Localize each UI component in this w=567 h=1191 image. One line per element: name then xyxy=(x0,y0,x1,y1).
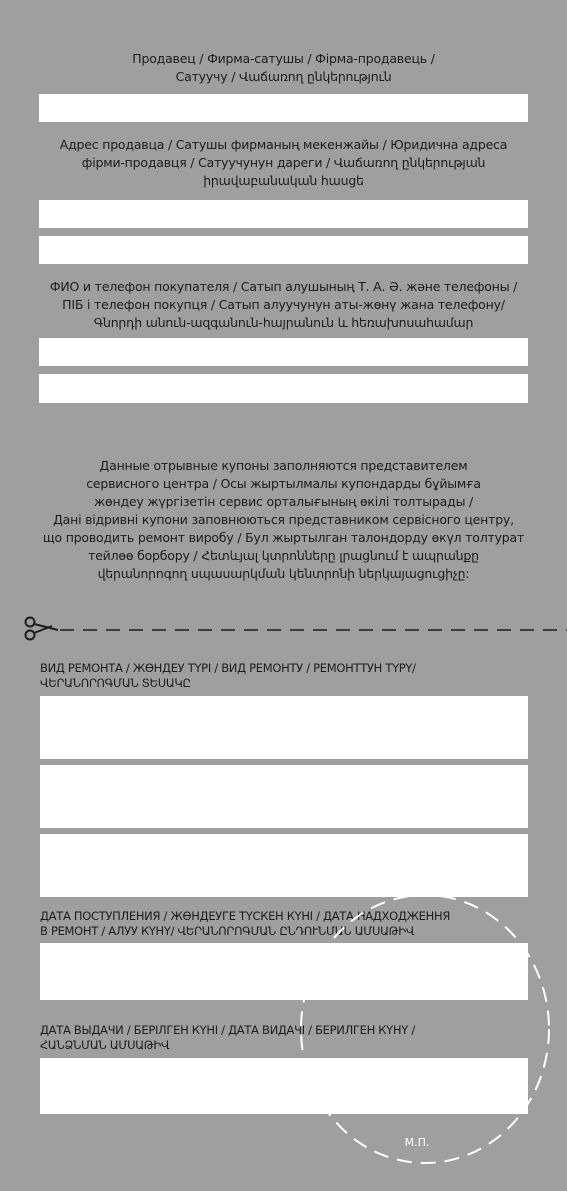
date-received-label-line: В РЕМОНТ / АЛУУ КҮНҮ/ ՎԵՐԱՆՈՐՈԳՄԱՆ ԸՆԴՈՒՆՄԱՆ ԱՄՍԱԹԻՎ xyxy=(40,924,415,938)
buyer-label-line: Գնորդի անուն-ազգանուն-հայրանուն և հեռախոսահամար xyxy=(93,315,474,330)
stamp-label: М.П. xyxy=(404,1136,430,1149)
service-center-notice xyxy=(20,457,547,583)
notice-line: що проводить ремонт виробу / Бул жыртылган талондорду өкүл толтурат xyxy=(42,530,525,545)
seller-address-label-line: фірми-продавця / Сатуучунун дареги / Վաճառող ընկերության xyxy=(81,155,486,170)
buyer-field-1[interactable] xyxy=(39,338,528,366)
notice-line: Данные отрывные купоны заполняются представителем xyxy=(99,458,468,473)
notice-line: жөндеу жүргізетін сервис орталығының өкілі толтырады / xyxy=(93,494,474,509)
notice-line: Дані відривні купони заповнюються представником сервісного центру, xyxy=(53,512,514,527)
seller-label-line: Сатуучу / Վաճառող ընկերություն xyxy=(175,69,392,84)
repair-type-label-line: ՎԵՐԱՆՈՐՈԳՄԱՆ ՏԵՍԱԿԸ xyxy=(40,676,191,690)
notice-line: тейлөө борбору / Հետևյալ կտրոնները լրացնում է ապրանքը xyxy=(88,548,479,563)
seller-address-label-line: Адрес продавца / Сатушы фирманың мекенжайы / Юридична адреса xyxy=(59,137,508,152)
stamp-area xyxy=(291,886,559,1172)
buyer-label-line: ПІБ і телефон покупця / Сатып алуучунун аты-жөнү жана телефону/ xyxy=(62,297,505,312)
seller-label-line: Продавец / Фирма-сатушы / Фірма-продавець / xyxy=(132,51,435,66)
scissors-icon xyxy=(26,618,59,640)
seller-address-label-line: իրավաբանական հասցե xyxy=(203,173,364,188)
date-received-label-line: ДАТА ПОСТУПЛЕНИЯ / ЖӨНДЕУГЕ ТҮСКЕН КҮНІ / ДАТА НАДХОДЖЕННЯ xyxy=(40,909,451,923)
seller-address-field-2[interactable] xyxy=(39,236,528,264)
repair-type-label xyxy=(40,661,540,691)
buyer-field-2[interactable] xyxy=(39,374,528,403)
date-issued-label-line: ДАТА ВЫДАЧИ / БЕРІЛГЕН КҮНІ / ДАТА ВИДАЧІ / БЕРИЛГЕН КҮНҮ / xyxy=(40,1023,415,1037)
buyer-label xyxy=(20,278,547,332)
repair-type-label-line: ВИД РЕМОНТА / ЖӨНДЕУ ТҮРІ / ВИД РЕМОНТУ / РЕМОНТТУН ТҮРҮ/ xyxy=(40,661,416,675)
seller-label xyxy=(20,50,547,86)
repair-type-field-2[interactable] xyxy=(40,765,528,828)
seller-address-label xyxy=(20,136,547,190)
cut-line xyxy=(0,612,567,642)
date-issued-label-line: ՀԱՆՁՆՄԱՆ ԱՄՍԱԹԻՎ xyxy=(40,1038,170,1052)
repair-type-field-1[interactable] xyxy=(40,696,528,759)
notice-line: վերանորոգող սպասարկման կենտրոնի ներկայացուցիչը: xyxy=(97,566,470,581)
seller-field[interactable] xyxy=(39,94,528,122)
seller-address-field-1[interactable] xyxy=(39,200,528,228)
buyer-label-line: ФИО и телефон покупателя / Сатып алушының Т. А. Ә. және телефоны / xyxy=(49,279,518,294)
notice-line: сервисного центра / Осы жыртылмалы купондарды бұйымға xyxy=(86,476,481,491)
